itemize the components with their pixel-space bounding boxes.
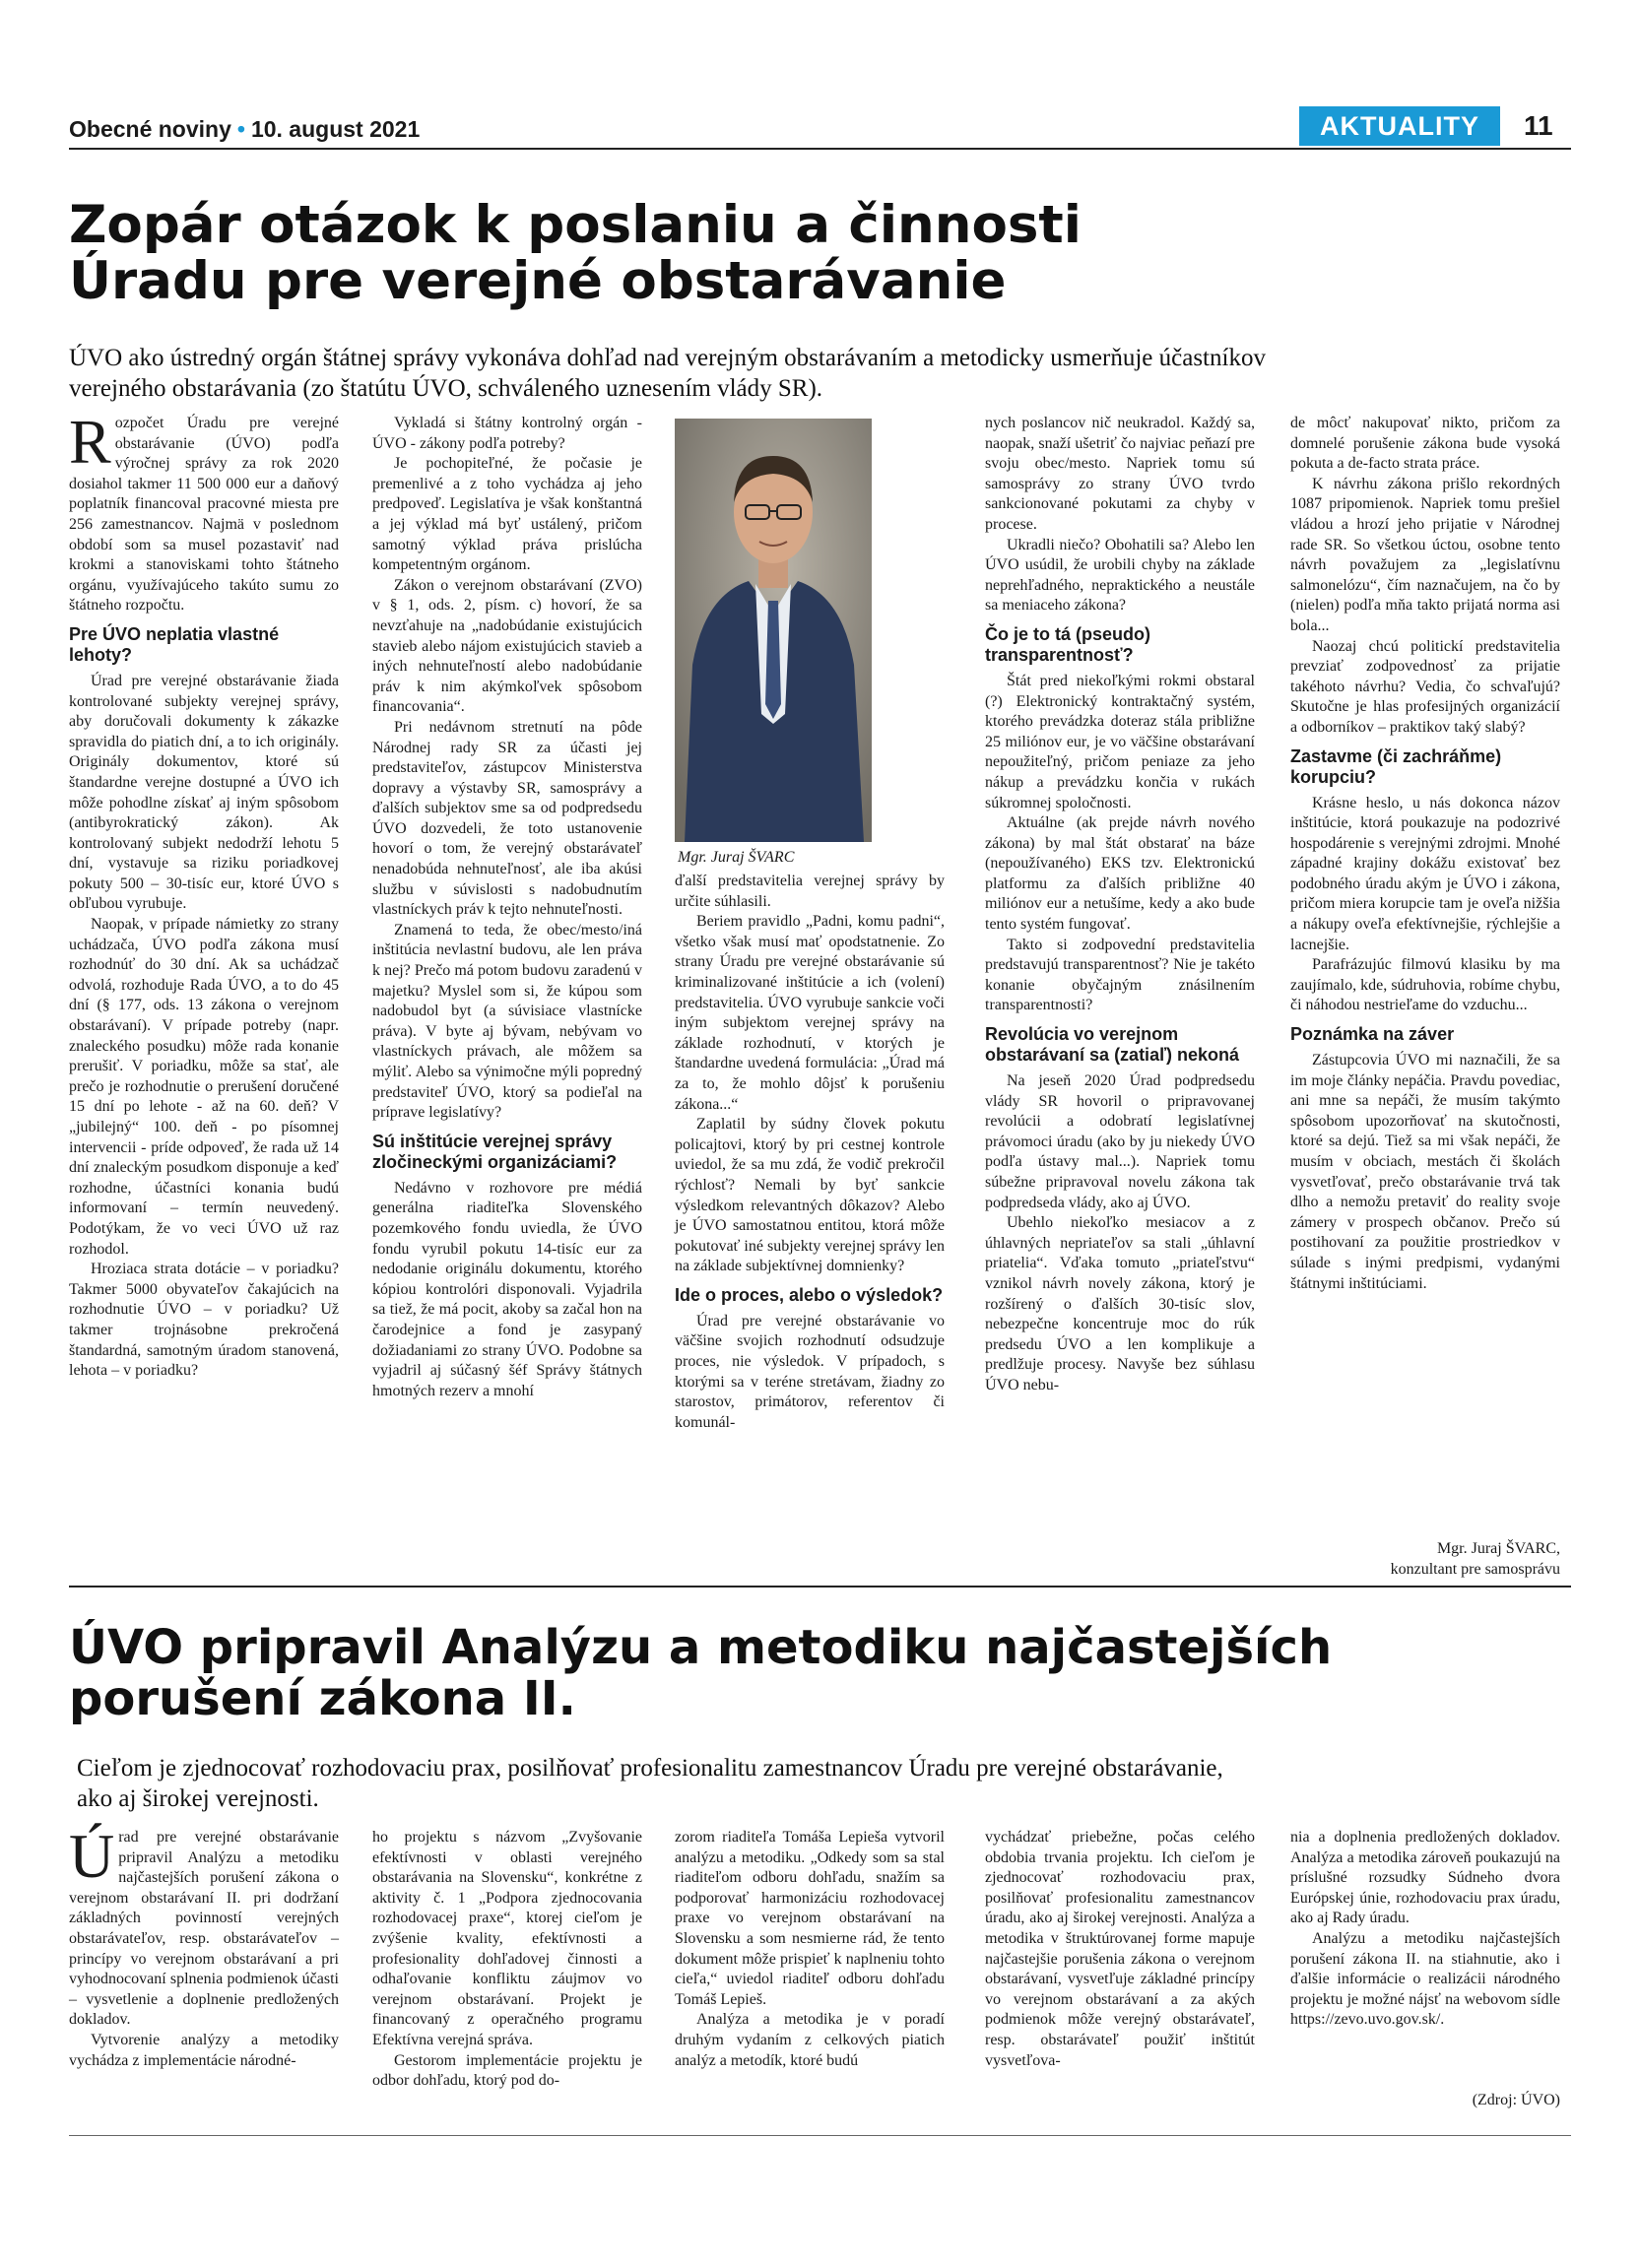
page-number: 11 — [1524, 110, 1553, 141]
drop-cap: Ú — [69, 1821, 115, 1891]
paragraph: Analýza a metodika je v poradí druhým vydaním z celkových piatich analýz a metodík, ktoré budú — [675, 2011, 945, 2069]
paragraph: Je pochopiteľné, že počasie je premenlivé a z toho vychádza aj jeho predpoveď. Legislatíva je však konštantná a jej výklad má byť ustálený, pričom samotný výklad práva prislúcha kompetentným orgánom. — [372, 455, 642, 574]
signature-role: konzultant pre samosprávu — [1390, 1561, 1560, 1578]
paragraph: Úrad pre verejné obstarávanie vo väčšine svojich rozhodnutí odsudzuje proces, nie výsledok. V prípadoch, s ktorými sa v teréne stretávam, žiadny zo starostov, primátorov, referentov či komunál- — [675, 1312, 945, 1431]
subheading: Pre ÚVO neplatia vlastné lehoty? — [69, 623, 280, 665]
article2-lead — [77, 1753, 1574, 1815]
article1-column-4 — [985, 414, 1255, 1396]
paragraph: Štát pred niekoľkými rokmi obstaral (?) Elektronický kontraktačný systém, ktorého prevádzka doteraz stála približne 25 miliónov eur, je vo väčšine obstarávaní nepoužiteľný, pričom peniaze za jeho nákup a prevádzku končia v rukách súkromnej spoločnosti. — [985, 672, 1255, 811]
paragraph: Zaplatil by súdny človek pokutu policajtovi, ktorý by pri cestnej kontrole uviedol, že sa mu zdá, že vodič prekročil rýchlosť? Nemali by byť sankcie výsledkom relevantných dôkazov? Alebo je ÚVO samostatnou entitou, ktorá môže pokutovať iné subjekty verejnej správy len na základe subjektívnej domnienky? — [675, 1116, 945, 1275]
subheading: Zastavme (či zachráňme) korupciu? — [1290, 745, 1502, 787]
article1-lead-line1: ÚVO ako ústredný orgán štátnej správy vykonáva dohľad nad verejným obstarávaním a metodicky usmerňuje účastníkov — [69, 345, 1266, 371]
paragraph: Gestorom implementácie projektu je odbor dohľadu, ktorý pod do- — [372, 2051, 642, 2090]
article1-title-line1: Zopár otázok k poslaniu a činnosti — [69, 195, 1082, 255]
paragraph: rad pre verejné obstarávanie pripravil Analýzu a metodiku najčastejších porušení zákona o verejnom obstarávaní II. pri dodržaní základných povinností verejných obstarávateľov, resp. obstarávateľov – princípy vo verejnom obstarávaní a pri vyhodnocovaní splnenia podmienok účasti – vysvetlenie a doplnenie predložených dokladov. — [69, 1829, 339, 2029]
article2-lead-line1: Cieľom je zjednocovať rozhodovaciu prax, posilňovať profesionalitu zamestnancov Úradu pre verejné obstarávanie, — [77, 1755, 1223, 1782]
author-portrait-photo — [675, 419, 872, 842]
paragraph: nych poslancov nič neukradol. Každý sa, naopak, snaží ušetriť čo najviac peňazí pre svoju obec/mesto. Napriek tomu sú samosprávy zo strany ÚVO tvrdo sankcionované pokutami za chyby v procese. — [985, 415, 1255, 533]
paragraph: vychádzať priebežne, počas celého obdobia trvania projektu. Ich cieľom je zjednocovať rozhodovaciu prax, posilňovať profesionalitu zamestnancov úradu, ako aj širokej verejnosti. Analýza a metodika v štruktúrovanej forme mapuje najčastejšie porušenia zákona o verejnom obstarávaní, vysvetľuje základné princípy vo verejnom obstarávaní a za akých podmienok môže verejný obstarávateľ, resp. obstarávateľ použiť inštitút vysvetľova- — [985, 1829, 1255, 2069]
footer-rule — [69, 2135, 1571, 2136]
paragraph: Na jeseň 2020 Úrad podpredsedu vlády SR hovoril o pripravovanej revolúcii a odobratí legislatívnej právomoci úradu (ako by ju niekedy ÚVO podľa ústavy mal...). Napriek tomu súbežne pripravoval novelu zákona tak podpredseda vlády, ako aj ÚVO. — [985, 1072, 1255, 1211]
paragraph: Analýzu a metodiku najčastejších porušení zákona II. na stiahnutie, ako i ďalšie informácie o realizácii národného projektu je možné nájsť na webovom sídle https://zevo.uvo.gov.sk/. — [1290, 1929, 1560, 2029]
photo-caption: Mgr. Juraj ŠVARC — [678, 849, 795, 866]
article1-title-line2: Úradu pre verejné obstarávanie — [69, 251, 1007, 312]
article1-lead-line2: verejného obstarávania (zo štatútu ÚVO, schváleného uznesením vlády SR). — [69, 375, 823, 403]
article2-column-5 — [1290, 1828, 1560, 2031]
header-rule — [69, 148, 1571, 150]
paragraph: de môcť nakupovať nikto, pričom za domnelé porušenie zákona bude vysoká pokuta a de-facto strata práce. — [1290, 415, 1560, 473]
masthead — [69, 116, 420, 143]
paragraph: ďalší predstavitelia verejnej správy by určite súhlasili. — [675, 873, 945, 910]
article2-column-1 — [69, 1821, 339, 2071]
subheading: Sú inštitúcie verejnej správy zločineckými organizáciami? — [372, 1131, 618, 1172]
paragraph: Úrad pre verejné obstarávanie žiada kontrolované subjekty verejnej správy, aby doručovali dokumenty k zákazke spravidla do piatich dní, a to ich originály. Originály dokumentov, ktoré sú štandardne verejne dostupné a ÚVO ich môže pohodlne získať aj iným spôsobom (antibyrokratický zákon). Ak kontrolovaný subjekt nedodrží lehotu 5 dní, vystavuje sa riziku poriadkovej pokuty 500 – 30-tisíc eur, ktoré ÚVO s obľubou vyrubuje. — [69, 672, 339, 913]
paragraph: Zástupcovia ÚVO mi naznačili, že sa im moje články nepáčia. Pravdu povediac, ani mne sa nepáči, že musím takýmto spôsobom upozorňovať na skutočnosti, ktoré sa dejú. Tiež sa mi však nepáči, že musím v obciach, mestách či školách vysvetľovať, prečo obstarávanie trvá tak dlho a nemožu pretaviť do reality svoje zámery v prospech občanov. Prečo sú postihovaní za použitie prostriedkov v súlade s inými predpismi, vydanými štátnymi inštitúciami. — [1290, 1052, 1560, 1292]
paragraph: Aktuálne (ak prejde návrh nového zákona) by mal štát obstarať na báze (nepoužívaného) EKS tzv. Elektronickú platformu za ďalších približne 40 miliónov eur a netušíme, kedy a ako bude tento systém fungovať. — [985, 814, 1255, 934]
article2-lead-line2: ako aj širokej verejnosti. — [77, 1785, 319, 1813]
paragraph: Ubehlo niekoľko mesiacov a z úhlavných nepriateľov sa stali „úhlavní priatelia“. Vďaka tomuto „priateľstvu“ vznikol návrh novely zákona, ktorý je rozšírený o ďalších 30-tisíc slov, nebezpečne koncentruje moc do rúk predsedu ÚVO a len komplikuje a predlžuje procesy. Navyše bez súhlasu ÚVO nebu- — [985, 1214, 1255, 1393]
article1-title — [69, 195, 1082, 312]
paragraph: Takto si zodpovední predstavitelia predstavujú transparentnosť? Nie je takéto konanie obyčajným znásilnením transparentnosti? — [985, 936, 1255, 1014]
drop-cap: R — [69, 407, 111, 477]
source-credit: (Zdroj: ÚVO) — [1472, 2092, 1560, 2108]
paragraph: Vytvorenie analýzy a metodiky vychádza z implementácie národné- — [69, 2031, 339, 2069]
issue-date: 10. august 2021 — [250, 116, 421, 142]
subheading: Čo je to tá (pseudo) transparentnosť? — [985, 623, 1150, 665]
paragraph: Nedávno v rozhovore pre médiá generálna riaditeľka Slovenského pozemkového fondu uviedla, že ÚVO fondu vyrubil pokutu 14-tisíc eur za nedodanie originálu dokumentu, ktorého kópiou kontrolóri disponovali. Vyjadrila sa tiež, že má pocit, akoby sa začal hon na čarodejnice a fond je zasypaný dožiadaniami zo strany ÚVO. Podobne sa vyjadril aj súčasný šéf Správy štátnych hmotných rezerv a mnohí — [372, 1179, 642, 1399]
paragraph: Parafrázujúc filmovú klasiku by ma zaujímalo, kde, súdruhovia, robíme chybu, či náhodou nestrieľame do vzduchu... — [1290, 956, 1560, 1014]
paragraph: Vykladá si štátny kontrolný orgán - ÚVO - zákony podľa potreby? — [372, 415, 642, 452]
article1-column-5 — [1290, 414, 1560, 1294]
article1-column-1 — [69, 407, 339, 1382]
newspaper-name: Obecné noviny — [69, 116, 231, 142]
separator-dot: • — [236, 116, 245, 142]
article2-column-4 — [985, 1828, 1255, 2071]
article1-column-2 — [372, 414, 642, 1401]
article2-column-2 — [372, 1828, 642, 2092]
paragraph: ozpočet Úradu pre verejné obstarávanie (ÚVO) podľa výročnej správy za rok 2020 dosiahol takmer 11 500 000 eur a daňový poplatník financoval pracovné miesta pre 256 zamestnancov. Najmä v poslednom období som sa musel pozastaviť nad krokmi a stanoviskami tohto štátneho orgánu, využívajúceho takúto sumu zo štátneho rozpočtu. — [69, 415, 339, 615]
article2-title-line2: porušení zákona II. — [69, 1670, 576, 1726]
paragraph: Pri nedávnom stretnutí na pôde Národnej rady SR za účasti jej predstaviteľov, zástupcov Ministerstva dopravy a výstavby SR, samosprávy a ďalších subjektov sme sa od podpredsedu ÚVO dozvedeli, že toto ustanovenie hovorí o tom, že verejný obstarávateľ nenadobúda nehnuteľnosť, ale iba akúsi službu v súvislosti s nadobudnutím vlastníckych práv k tejto nehnuteľnosti. — [372, 718, 642, 919]
paragraph: zorom riaditeľa Tomáša Lepieša vytvoril analýzu a metodiku. „Odkedy som sa stal riaditeľom odboru dohľadu, snažím sa podporovať harmonizáciu rozhodovacej praxe vo verejnom obstarávaní na Slovensku a som nesmierne rád, že tento dokument môže prispieť k naplneniu tohto cieľa,“ uviedol riaditeľ odboru dohľadu Tomáš Lepieš. — [675, 1829, 945, 2008]
article1-lead — [69, 343, 1571, 405]
paragraph: Ukradli niečo? Obohatili sa? Alebo len ÚVO usúdil, že urobili chyby na základe neprehľadného, nepraktického a neustále sa meniaceho zákona? — [985, 536, 1255, 615]
paragraph: ho projektu s názvom „Zvyšovanie efektívnosti v oblasti verejného obstarávania na Slovensku“, konkrétne z aktivity č. 1 „Podpora zjednocovania rozhodovacej praxe“, ktorej cieľom je zvýšenie kvality, efektívnosti a profesionality dohľadovej činnosti a odhaľovanie konfliktu záujmov vo verejnom obstarávaní. Projekt je financovaný z operačného programu Efektívna verejná správa. — [372, 1829, 642, 2048]
paragraph: Znamená to teda, že obec/mesto/iná inštitúcia nevlastní budovu, ale len práva k nej? Prečo má potom budovu zaradenú v majetku? Myslel som si, že kúpou som nadobudol byt (a súvisiace vlastnícke práva). V byte aj bývam, nebývam vo vlastníckych právach, ale môžem sa mýliť. Alebo sa výnimočne mýli popredný predstaviteľ ÚVO, ktorý sa podieľal na príprave legislatívy? — [372, 921, 642, 1122]
article2-column-3 — [675, 1828, 945, 2071]
paragraph: Krásne heslo, u nás dokonca názov inštitúcie, ktorá poukazuje na podozrivé hospodárenie s verejnými zdrojmi. Mnohé západné krajiny dokážu existovať bez podobného úradu akým je ÚVO i zákona, pričom miera korupcie tam je oveľa nižšia a nákupy oveľa efektívnejšie, rýchlejšie a lacnejšie. — [1290, 794, 1560, 953]
article2-title-line1: ÚVO pripravil Analýzu a metodiku najčastejších — [69, 1620, 1333, 1675]
paragraph: nia a doplnenia predložených dokladov. Analýza a metodika zároveň poukazujú na príslušné rozsudky Súdneho dvora Európskej únie, rozhodovaciu prax úradu, ako aj Rady úradu. — [1290, 1829, 1560, 1927]
paragraph: Naozaj chcú politickí predstavitelia prevziať zodpovednosť za prijatie takéhoto návrhu? Vedia, čo schvaľujú? Skutočne je hlas profesijných organizácií a odborníkov – praktikov taký slabý? — [1290, 637, 1560, 736]
paragraph: Naopak, v prípade námietky zo strany uchádzača, ÚVO podľa zákona musí rozhodnúť do 30 dní. Ak sa uchádzač odvolá, rozhoduje Rada ÚVO, a to do 45 dní (§ 177, ods. 13 zákona o verejnom obstarávaní). V prípade potreby (napr. znaleckého posudku) môže rada konanie prerušiť. V poriadku, môže sa stať, ale prečo je rozhodnutie o prerušení doručené 15 dní po lehote - až na 60. deň? V „jubilejný“ 100. deň - po písomnej intervencii - príde odpoveď, že rada už 14 dní znaleckým posudkom disponuje a keď rozhodne, účastníci konania budú informovaní – termín neuvedený. Podotýkam, že vo veci ÚVO už raz rozhodol. — [69, 916, 339, 1258]
subheading: Poznámka na záver — [1290, 1024, 1455, 1045]
author-signature — [1290, 1538, 1560, 1580]
article-divider — [69, 1586, 1571, 1588]
paragraph: Beriem pravidlo „Padni, komu padni“, všetko však musí mať opodstatnenie. Zo strany Úradu pre verejné obstarávanie sú kriminalizované inštitúcie a ich (volení) predstavitelia. ÚVO vyrubuje sankcie voči iným subjektom verejnej správy na základe rozhodnutí, v ktorých je štandardne uvedená formulácia: „Úrad má za to, že mohlo dôjsť k porušeniu zákona...“ — [675, 913, 945, 1113]
subheading: Ide o proces, alebo o výsledok? — [675, 1284, 944, 1305]
subheading: Revolúcia vo verejnom obstarávaní sa (zatiaľ) nekoná — [985, 1024, 1240, 1066]
article2-title — [69, 1620, 1333, 1726]
signature-name: Mgr. Juraj ŠVARC, — [1436, 1540, 1560, 1557]
paragraph: Zákon o verejnom obstarávaní (ZVO) v § 1, ods. 2, písm. c) hovorí, že sa nevzťahuje na „nadobúdanie existujúcich stavieb alebo nájom existujúcich stavieb a iných nehnuteľností alebo nadobúdanie práv k nim akýmkoľvek spôsobom financovania“. — [372, 576, 642, 716]
paragraph: K návrhu zákona prišlo rekordných 1087 pripomienok. Napriek tomu prešiel vládou a hrozí jeho prijatie v Národnej rade SR. So všetkou úctou, osobne tento návrh považujem za „legislatívnu salmonelózu“, čím naznačujem, na čo by (nielen) podľa mňa takto prijatá norma asi bola... — [1290, 475, 1560, 634]
section-label: AKTUALITY — [1299, 106, 1500, 146]
paragraph: Hroziaca strata dotácie – v poriadku? Takmer 5000 obyvateľov čakajúcich na rozhodnutie ÚVO – v poriadku? Už takmer trojnásobne prekročená štandardná, samotným úradom stanovená, lehota – v poriadku? — [69, 1261, 339, 1380]
article1-column-3 — [675, 872, 945, 1433]
